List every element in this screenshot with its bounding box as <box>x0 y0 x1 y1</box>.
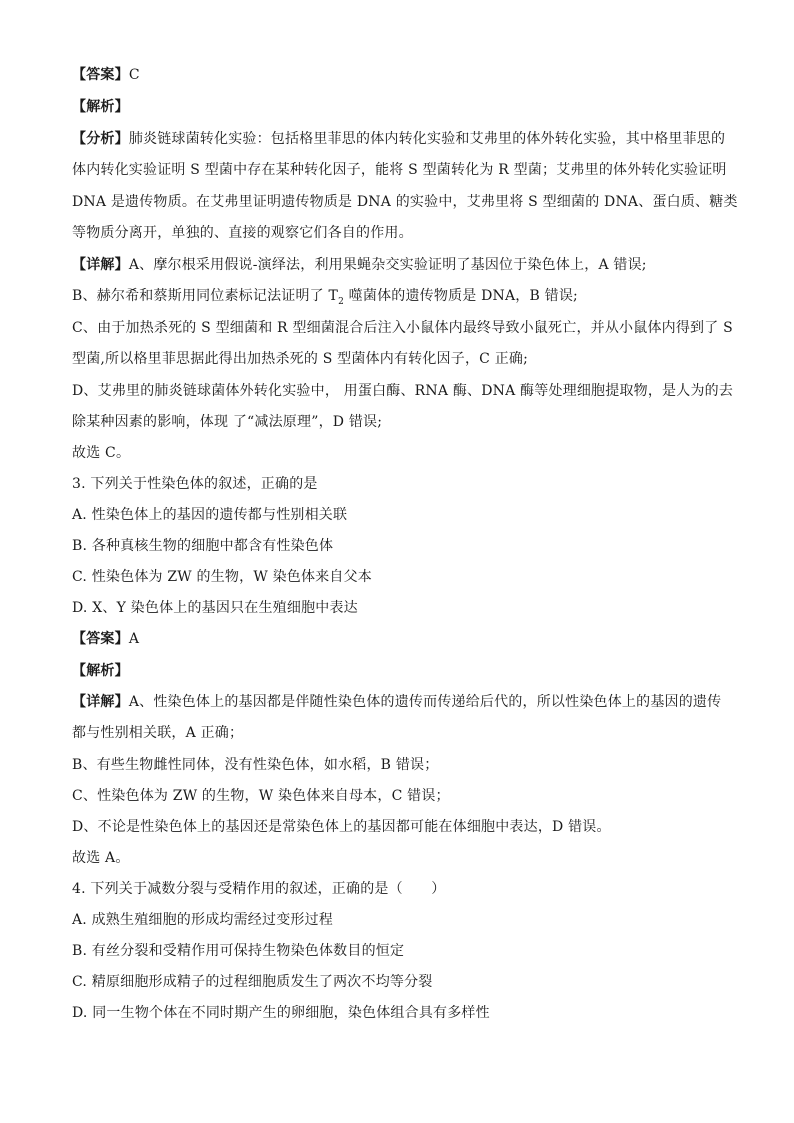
q4-option-a: A. 成熟生殖细胞的形成均需经过变形过程 <box>72 912 334 928</box>
xiangjie-b-subscript: 2 <box>338 296 345 307</box>
q4-option-c: C. 精原细胞形成精子的过程细胞质发生了两次不均等分裂 <box>72 974 433 990</box>
q4-option-d: D. 同一生物个体在不同时期产生的卵细胞，染色体组合具有多样性 <box>72 1005 490 1021</box>
xiangjie-text: A、摩尔根采用假说-演绎法，利用果蝇杂交实验证明了基因位于染色体上，A 错误; <box>128 257 647 273</box>
xiangjie-text: A、性染色体上的基因都是伴随性染色体的遗传而传递给后代的，所以性染色体上的基因的遗传 <box>128 694 722 710</box>
q3-option-b: B. 各种真核生物的细胞中都含有性染色体 <box>72 538 334 554</box>
q3-stem: 3. 下列关于性染色体的叙述，正确的是 <box>72 476 318 492</box>
q2-xiangjie-b <box>72 286 732 306</box>
answer-value: A <box>128 631 140 647</box>
q2-fenxi-line-1 <box>72 129 732 149</box>
answer-tag: 【答案】 <box>72 631 129 647</box>
fenxi-text: 肺炎链球菌转化实验：包括格里菲思的体内转化实验和艾弗里的体外转化实验，其中格里菲思的 <box>128 131 726 147</box>
q3-xiangjie-b: B、有些生物雌性同体，没有性染色体，如水稻，B 错误； <box>72 757 439 773</box>
q2-xiangjie-d-2: 除某种因素的影响，体现 了“减法原理”，D 错误; <box>72 414 383 430</box>
q2-fenxi-line-2: 体内转化实验证明 S 型菌中存在某种转化因子，能将 S 型菌转化为 R 型菌；艾弗里的体外转化实验证明 <box>72 162 727 178</box>
q3-choose: 故选 A。 <box>72 850 130 866</box>
q2-choose: 故选 C。 <box>72 445 131 461</box>
q3-xiangjie-c: C、性染色体为 ZW 的生物，W 染色体来自母本，C 错误； <box>72 788 450 804</box>
q3-xiangjie-d: D、不论是性染色体上的基因还是常染色体上的基因都可能在体细胞中表达，D 错误。 <box>72 819 611 835</box>
q4-option-b: B. 有丝分裂和受精作用可保持生物染色体数目的恒定 <box>72 943 405 959</box>
q3-option-d: D. X、Y 染色体上的基因只在生殖细胞中表达 <box>72 600 358 616</box>
q3-answer-line <box>72 629 732 649</box>
q2-fenxi-line-3: DNA 是遗传物质。在艾弗里证明遗传物质是 DNA 的实验中，艾弗里将 S 型细菌的 DNA、蛋白质、糖类 <box>72 194 738 210</box>
fenxi-tag: 【分析】 <box>72 131 129 147</box>
xiangjie-tag: 【详解】 <box>72 694 129 710</box>
q2-answer-line <box>72 65 732 85</box>
q3-xiangjie-a-1 <box>72 692 732 712</box>
q3-analysis-heading: 【解析】 <box>72 663 129 679</box>
q2-xiangjie-c-1: C、由于加热杀死的 S 型细菌和 R 型细菌混合后注入小鼠体内最终导致小鼠死亡，并从小鼠体内得到了 S <box>72 320 733 336</box>
q2-fenxi-line-4: 等物质分离开，单独的、直接的观察它们各自的作用。 <box>72 225 413 241</box>
answer-value: C <box>128 67 140 83</box>
xiangjie-tag: 【详解】 <box>72 257 129 273</box>
q3-option-a: A. 性染色体上的基因的遗传都与性别相关联 <box>72 507 348 523</box>
q2-xiangjie-a <box>72 255 732 275</box>
q2-xiangjie-c-2: 型菌,所以格里菲思据此得出加热杀死的 S 型菌体内有转化因子，C 正确; <box>72 351 529 367</box>
q4-stem: 4. 下列关于减数分裂与受精作用的叙述，正确的是（ ） <box>72 881 446 897</box>
q2-xiangjie-d-1: D、艾弗里的肺炎链球菌体外转化实验中， 用蛋白酶、RNA 酶、DNA 酶等处理细胞提取物，是人为的去 <box>72 383 734 399</box>
q3-xiangjie-a-2: 都与性别相关联，A 正确； <box>72 725 244 741</box>
xiangjie-b-post: 噬菌体的遗传物质是 DNA，B 错误; <box>344 288 578 304</box>
xiangjie-b-pre: B、赫尔希和蔡斯用同位素标记法证明了 T <box>72 288 339 304</box>
q3-option-c: C. 性染色体为 ZW 的生物，W 染色体来自父本 <box>72 569 372 585</box>
answer-tag: 【答案】 <box>72 67 129 83</box>
q2-analysis-heading: 【解析】 <box>72 99 129 115</box>
